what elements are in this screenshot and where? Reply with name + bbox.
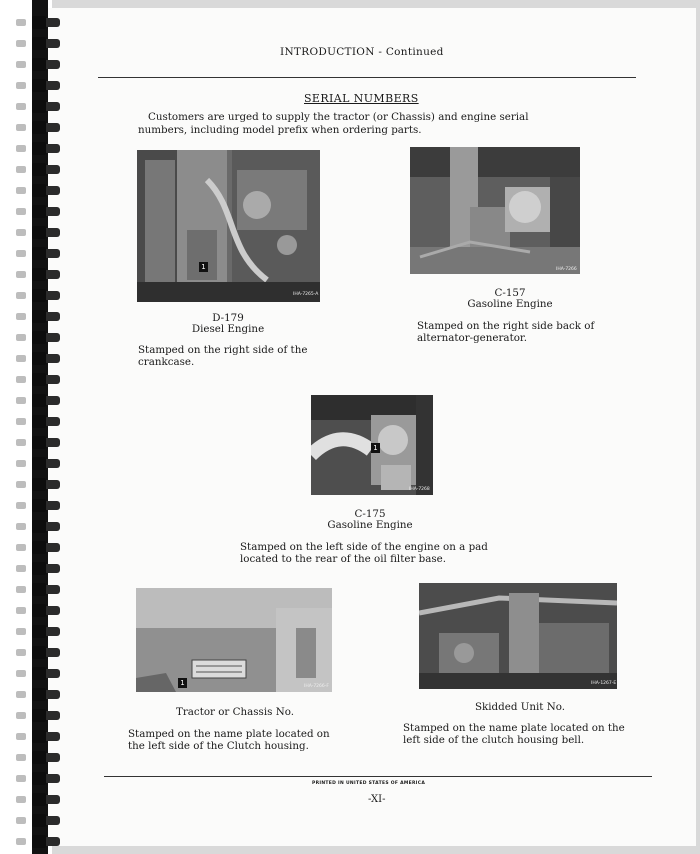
caption-chassis-desc-2: the left side of the Clutch housing.: [128, 740, 309, 752]
callout-d179: 1: [199, 262, 208, 272]
intro-line-1: Customers are urged to supply the tractor (or Chassis) and engine serial: [148, 111, 529, 123]
caption-c175-desc-2: located to the rear of the oil filter base.: [240, 553, 447, 565]
caption-skidded-desc-2: left side of the clutch housing bell.: [403, 734, 585, 746]
binding-coil: [16, 520, 60, 533]
photo-d179-engine: [137, 150, 320, 302]
binding-coil: [16, 625, 60, 638]
page-number: -XI-: [368, 794, 386, 805]
caption-c157-desc-1: Stamped on the right side back of: [417, 320, 595, 332]
caption-d179-desc-2: crankcase.: [138, 356, 195, 368]
photo-label-c175: IHA-7268: [409, 487, 430, 492]
caption-chassis-title: Tractor or Chassis No.: [176, 706, 294, 718]
binding-coil: [16, 604, 60, 617]
binding-coil: [16, 16, 60, 29]
binding-coil: [16, 751, 60, 764]
binding-coil: [16, 163, 60, 176]
binding-coil: [16, 772, 60, 785]
binding-coil: [16, 457, 60, 470]
intro-line-2: numbers, including model prefix when ordering parts.: [138, 124, 422, 136]
photo-skidded-unit: [419, 583, 617, 689]
binding-coil: [16, 184, 60, 197]
binding-coil: [16, 667, 60, 680]
binding-coil: [16, 562, 60, 575]
binding-coil: [16, 205, 60, 218]
binding-coil: [16, 646, 60, 659]
caption-chassis-desc-1: Stamped on the name plate located on: [128, 728, 330, 740]
printed-notice: PRINTED IN UNITED STATES OF AMERICA: [312, 781, 426, 786]
binding-coil: [16, 352, 60, 365]
photo-label-c157: IHA-7266: [556, 267, 577, 272]
binding-coil: [16, 814, 60, 827]
binding-coil: [16, 58, 60, 71]
binding-coil: [16, 268, 60, 281]
caption-d179-code: D-179: [212, 312, 244, 324]
callout-c175: 1: [371, 443, 380, 453]
caption-d179-desc-1: Stamped on the right side of the: [138, 344, 308, 356]
binding-coil: [16, 499, 60, 512]
footer-rule: [104, 776, 652, 777]
photo-c157-engine: [410, 147, 580, 274]
binding-coil: [16, 478, 60, 491]
binding-coil: [16, 583, 60, 596]
binding-coil: [16, 688, 60, 701]
binding-coil: [16, 436, 60, 449]
binding-coil: [16, 835, 60, 848]
photo-c175-engine: [311, 395, 433, 495]
caption-c157-code: C-157: [494, 287, 526, 299]
binding-coil: [16, 100, 60, 113]
photo-label-skidded: IHA-1267-E: [591, 681, 617, 686]
caption-skidded-desc-1: Stamped on the name plate located on the: [403, 722, 625, 734]
caption-c157-engine: Gasoline Engine: [467, 298, 553, 310]
caption-c175-engine: Gasoline Engine: [327, 519, 413, 531]
section-title: SERIAL NUMBERS: [304, 92, 419, 105]
binding-coil: [16, 730, 60, 743]
binding-coil: [16, 142, 60, 155]
binding-coil: [16, 373, 60, 386]
binding-coil: [16, 121, 60, 134]
binding-coil: [16, 226, 60, 239]
photo-label-d179: IHA-7265-A: [293, 292, 319, 297]
binding-coil: [16, 415, 60, 428]
binding-coil: [16, 394, 60, 407]
binding-coil: [16, 79, 60, 92]
callout-chassis: 1: [178, 678, 187, 688]
caption-d179-engine: Diesel Engine: [191, 323, 265, 335]
header-rule: [98, 77, 636, 78]
binding-coil: [16, 247, 60, 260]
binding-coil: [16, 310, 60, 323]
caption-c175-code: C-175: [354, 508, 386, 520]
caption-c157-desc-2: alternator-generator.: [417, 332, 527, 344]
caption-skidded-title: Skidded Unit No.: [474, 701, 566, 713]
page-header-title: INTRODUCTION - Continued: [280, 46, 444, 58]
binding-coil: [16, 709, 60, 722]
binding-coil: [16, 37, 60, 50]
binding-coil: [16, 289, 60, 302]
photo-chassis-nameplate: [136, 588, 332, 692]
photo-label-chassis: IHA-7266-F: [304, 684, 329, 689]
caption-c175-desc-1: Stamped on the left side of the engine on a pad: [240, 541, 488, 553]
binding-coil: [16, 331, 60, 344]
binding-coil: [16, 793, 60, 806]
binding-coil: [16, 541, 60, 554]
